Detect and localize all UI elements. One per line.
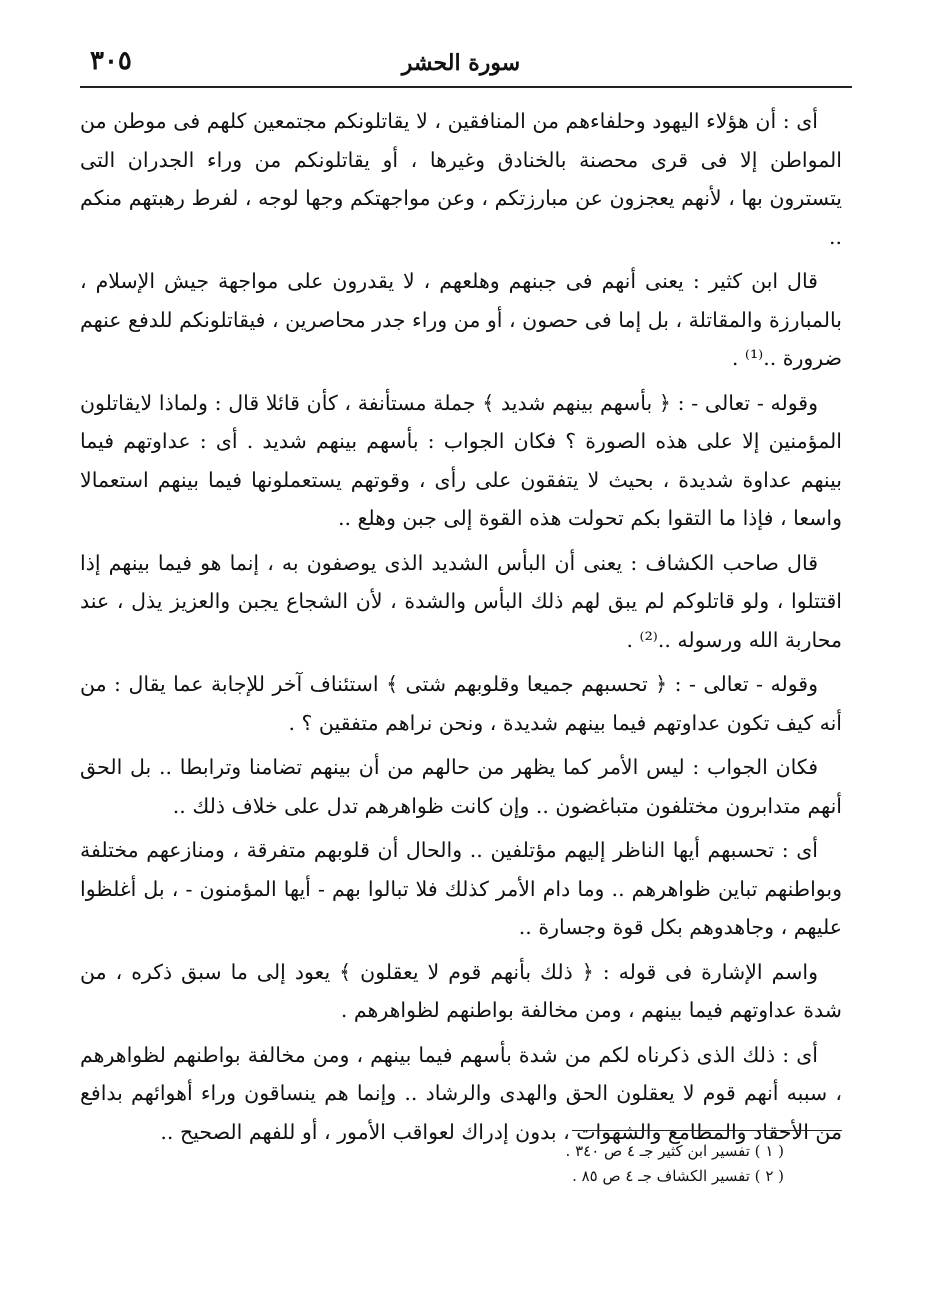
paragraph: واسم الإشارة فى قوله : ﴿ ذلك بأنهم قوم لا يعقلون ﴾ يعود إلى ما سبق ذكره ، من شدة عداوتهم فيما بينهم ، ومن مخالفة بواطنهم لظواهرهم . xyxy=(80,959,842,1022)
footnotes xyxy=(80,1130,842,1189)
paragraph: قال صاحب الكشاف : يعنى أن البأس الشديد الذى يوصفون به ، إنما هو فيما بينهم إذا اقتتلوا ، ولو قاتلوكم لم يبق لهم ذلك البأس والشدة ، لأن الشجاع يجبن والعزيز يذل ، عند محاربة الله ورسوله ..⁽²⁾ . xyxy=(80,550,842,652)
paragraph: وقوله - تعالى - : ﴿ تحسبهم جميعا وقلوبهم شتى ﴾ استئناف آخر للإجابة عما يقال : من أنه كيف تكون عداوتهم فيما بينهم شديدة ، ونحن نراهم متفقين ؟ . xyxy=(80,672,842,735)
body-text xyxy=(80,102,842,1151)
surah-title: سورة الحشر xyxy=(401,50,521,76)
page xyxy=(80,40,842,1280)
page-number: ٣٠٥ xyxy=(90,46,132,76)
footnote: ( ١ ) تفسير ابن كثير جـ ٤ ص ٣٤٠ . xyxy=(565,1142,784,1160)
paragraph: وقوله - تعالى - : ﴿ بأسهم بينهم شديد ﴾ جملة مستأنفة ، كأن قائلا قال : ولماذا لايقاتلون المؤمنين إلا على هذه الصورة ؟ فكان الجواب : بأسهم بينهم شديد . أى : عداوتهم فيما بينهم عداوة شديدة ، بحيث لا يتفقون على رأى ، وقوتهم يستعملونها فيما بينهم استعمالا واسعا ، فإذا ما التقوا بكم تحولت هذه القوة إلى جبن وهلع .. xyxy=(80,390,842,530)
paragraph: أى : تحسبهم أيها الناظر إليهم مؤتلفين .. والحال أن قلوبهم متفرقة ، ومنازعهم مختلفة وبواطنهم تباين ظواهرهم .. وما دام الأمر كذلك فلا تبالوا بهم - أيها المؤمنون - ، بل أغلظوا عليهم ، وجاهدوهم بكل قوة وجسارة .. xyxy=(80,838,842,939)
footnote-divider xyxy=(572,1130,842,1131)
footnote: ( ٢ ) تفسير الكشاف جـ ٤ ص ٨٥ . xyxy=(572,1167,784,1185)
header-divider xyxy=(80,86,852,88)
paragraph: قال ابن كثير : يعنى أنهم فى جبنهم وهلعهم ، لا يقدرون على مواجهة جيش الإسلام ، بالمبارزة والمقاتلة ، بل إما فى حصون ، أو من وراء جدر محاصرين ، فيقاتلونكم للدفع عنهم ضرورة ..⁽¹⁾ . xyxy=(80,269,842,370)
page-header xyxy=(80,40,842,86)
paragraph: أى : ذلك الذى ذكرناه لكم من شدة بأسهم فيما بينهم ، ومن مخالفة بواطنهم لظواهرهم ، سببه أنهم قوم لا يعقلون الحق والهدى والرشاد .. وإنما هم ينساقون وراء أهوائهم بدافع من الأحقاد والمطامع والشهوات ، بدون إدراك لعواقب الأمور ، أو للفهم الصحيح .. xyxy=(80,1042,842,1144)
paragraph: أى : أن هؤلاء اليهود وحلفاءهم من المنافقين ، لا يقاتلونكم مجتمعين كلهم فى موطن من المواطن إلا فى قرى محصنة بالخنادق وغيرها ، أو يقاتلونكم من وراء الجدران التى يتسترون بها ، لأنهم يعجزون عن مبارزتكم ، وعن مواجهتكم وجها لوجه ، لفرط رهبتهم منكم .. xyxy=(80,109,842,249)
paragraph: فكان الجواب : ليس الأمر كما يظهر من حالهم من أن بينهم تضامنا وترابطا .. بل الحق أنهم متدابرون مختلفون متباغضون .. وإن كانت ظواهرهم تدل على خلاف ذلك .. xyxy=(80,755,842,818)
